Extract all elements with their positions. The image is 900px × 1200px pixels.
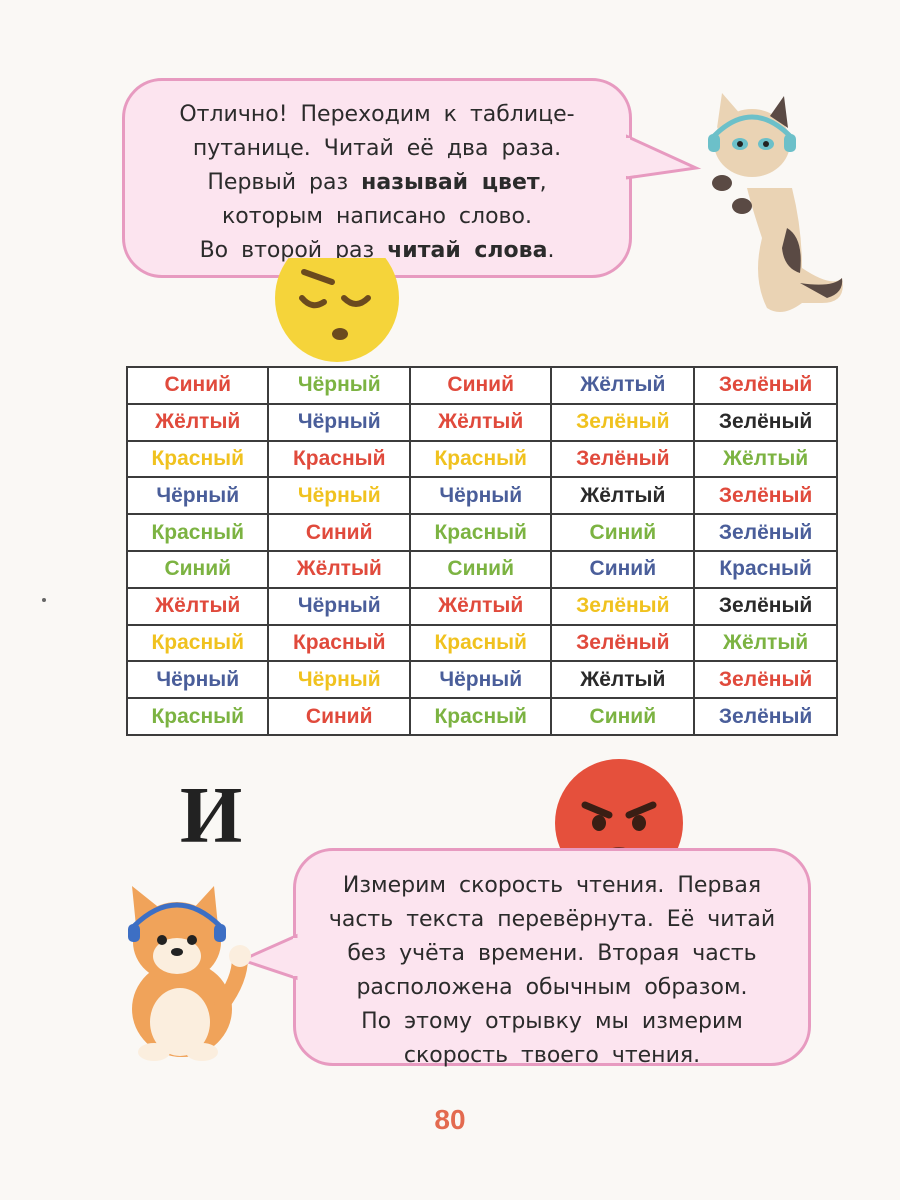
color-word-cell: Чёрный	[268, 588, 409, 625]
table-row	[127, 661, 837, 698]
bubble-top-line	[145, 166, 609, 200]
table-row	[127, 514, 837, 551]
bubble-top-line	[145, 200, 609, 234]
bubble-bottom-line: скорость твоего чтения.	[403, 1043, 701, 1068]
color-word-cell: Зелёный	[551, 588, 694, 625]
bubble-top-text: ,	[539, 170, 547, 195]
color-word-cell: Зелёный	[694, 698, 837, 735]
bubble-top-line	[145, 98, 609, 132]
color-word-cell: Жёлтый	[551, 477, 694, 514]
bubble-top-text: .	[547, 238, 555, 263]
stroop-color-table	[126, 366, 838, 736]
bubble-top-text: Во второй раз	[199, 238, 388, 263]
color-word-cell: Красный	[410, 625, 551, 662]
color-word-cell: Синий	[551, 514, 694, 551]
color-word-cell: Красный	[410, 698, 551, 735]
corgi-icon	[122, 884, 262, 1064]
color-word-cell: Синий	[127, 367, 268, 404]
color-word-cell: Красный	[410, 514, 551, 551]
color-word-cell: Красный	[268, 625, 409, 662]
page-number: 80	[434, 1104, 466, 1135]
color-word-cell: Синий	[410, 551, 551, 588]
color-word-cell: Зелёный	[694, 367, 837, 404]
color-word-cell: Красный	[127, 441, 268, 478]
color-word-cell: Чёрный	[410, 661, 551, 698]
table-row	[127, 477, 837, 514]
bubble-top-edge	[122, 278, 632, 282]
color-word-cell: Жёлтый	[268, 551, 409, 588]
color-word-cell: Зелёный	[551, 625, 694, 662]
color-word-cell: Синий	[410, 367, 551, 404]
speech-bubble-top	[122, 78, 632, 278]
color-word-cell: Красный	[127, 514, 268, 551]
color-word-cell: Зелёный	[694, 514, 837, 551]
bubble-top-line	[145, 132, 609, 166]
color-word-cell: Жёлтый	[410, 404, 551, 441]
color-word-cell: Красный	[127, 698, 268, 735]
table-row	[127, 551, 837, 588]
bubble-bottom-line: без учёта времени. Вторая часть	[347, 941, 757, 966]
table-row	[127, 698, 837, 735]
stray-dot	[42, 598, 46, 602]
color-word-cell: Чёрный	[268, 477, 409, 514]
cat-icon	[692, 88, 852, 328]
color-word-cell: Чёрный	[410, 477, 551, 514]
color-word-cell: Красный	[694, 551, 837, 588]
bubble-bottom-line: часть текста перевёрнута. Её читай	[328, 907, 776, 932]
color-word-cell: Зелёный	[694, 404, 837, 441]
sleepy-emoji-icon	[272, 258, 402, 368]
table-row	[127, 441, 837, 478]
table-row	[127, 625, 837, 662]
color-word-cell: Чёрный	[268, 367, 409, 404]
bubble-top-text: которым написано слово.	[222, 204, 532, 229]
color-word-cell: Синий	[268, 698, 409, 735]
color-word-cell: Жёлтый	[694, 441, 837, 478]
color-word-cell: Жёлтый	[551, 661, 694, 698]
color-word-cell: Зелёный	[551, 441, 694, 478]
color-word-cell: Жёлтый	[551, 367, 694, 404]
bubble-top-bold-text: называй цвет	[361, 170, 540, 195]
color-word-cell: Синий	[551, 698, 694, 735]
color-word-cell: Красный	[127, 625, 268, 662]
bubble-bottom-line: По этому отрывку мы измерим	[361, 1009, 743, 1034]
color-word-cell: Зелёный	[551, 404, 694, 441]
color-word-cell: Красный	[410, 441, 551, 478]
bubble-bottom-line: Измерим скорость чтения. Первая	[342, 873, 762, 898]
color-word-cell: Чёрный	[127, 477, 268, 514]
color-word-cell: Жёлтый	[127, 404, 268, 441]
color-word-cell: Чёрный	[268, 661, 409, 698]
table-row	[127, 588, 837, 625]
bubble-top-text: Отлично! Переходим к таблице-	[179, 102, 575, 127]
bubble-top-text: путанице. Читай её два раза.	[192, 136, 562, 161]
color-word-cell: Жёлтый	[127, 588, 268, 625]
speech-bubble-bottom	[293, 848, 811, 1066]
color-word-cell: Чёрный	[268, 404, 409, 441]
color-word-cell: Синий	[268, 514, 409, 551]
color-word-cell: Зелёный	[694, 588, 837, 625]
bubble-top-bold-text: читай слова	[387, 238, 548, 263]
table-row	[127, 404, 837, 441]
table-row	[127, 367, 837, 404]
bubble-bottom-line: расположена обычным образом.	[356, 975, 748, 1000]
color-word-cell: Синий	[127, 551, 268, 588]
color-word-cell: Зелёный	[694, 477, 837, 514]
color-word-cell: Жёлтый	[410, 588, 551, 625]
color-word-cell: Зелёный	[694, 661, 837, 698]
color-word-cell: Красный	[268, 441, 409, 478]
color-word-cell: Синий	[551, 551, 694, 588]
color-word-cell: Чёрный	[127, 661, 268, 698]
bubble-top-text: Первый раз	[207, 170, 362, 195]
color-word-cell: Жёлтый	[694, 625, 837, 662]
big-letter-i: И	[180, 771, 243, 859]
